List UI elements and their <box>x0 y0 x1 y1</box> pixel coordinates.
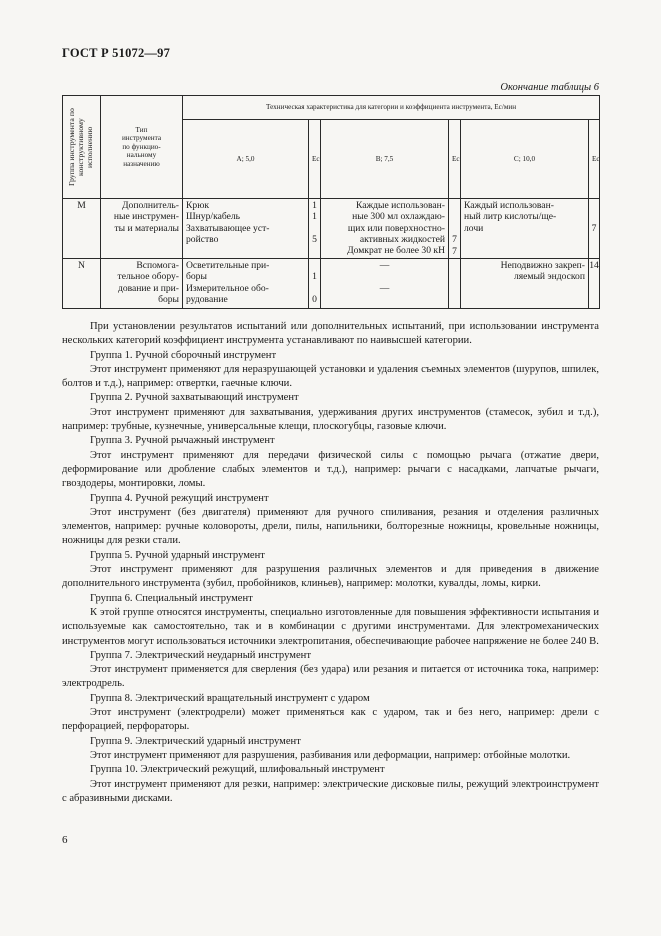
header-tech-characteristic: Техническая характеристика для категории и коэффициента инструмента, Eс/мин <box>183 96 600 120</box>
paragraph: Этот инструмент применяют для неразрушающей установки и удаления съемных элементов (шурупов, шпилек, болтов и т.д.), например: отвертки, гаечные ключи. <box>62 363 599 390</box>
table-row <box>63 259 600 309</box>
group-heading: Группа 5. Ручной ударный инструмент <box>90 549 265 561</box>
cell-b-text: — — <box>321 259 449 309</box>
cell-b-text: Каждые использован- ные 300 мл охлаждаю- щих или поверхностно- активных жидкостей Домкрат не более 30 кН <box>321 199 449 259</box>
paragraph: Этот инструмент применяют для захватывания, удерживания других инструментов (стамесок, зубил и т.д.), например: трубные, кузнечные, универсальные клещи, плоскогубцы, газовые ключи. <box>62 406 599 433</box>
page-number: 6 <box>62 834 68 846</box>
body-text <box>62 320 599 806</box>
cell-b-e <box>449 259 461 309</box>
cell-c-e: 7 <box>589 199 600 259</box>
header-category-a: A; 5,0 <box>183 120 309 199</box>
cell-type: Вспомога- тельное обору- дование и при- боры <box>101 259 183 309</box>
table-row <box>63 199 600 259</box>
paragraph: Этот инструмент (без двигателя) применяют для ручного спиливания, резания и отделения различных элементов, например: ручные коловороты, дрели, пилы, напильники, болторезные ножницы, кровельные ножницы, ножницы для резки стали. <box>62 506 599 547</box>
tool-category-table <box>62 95 600 309</box>
header-e-b: Eс <box>449 120 461 199</box>
document-code: ГОСТ Р 51072—97 <box>62 46 171 60</box>
paragraph: Этот инструмент применяют для разрушения, разбивания или деформации, например: отбойные молотки. <box>90 749 571 761</box>
header-e-a: Eс <box>309 120 321 199</box>
paragraph: При установлении результатов испытаний или дополнительных испытаний, при использовании инструмента нескольких категорий коэффициент инструмента устанавливают по наивысшей категории. <box>62 321 599 347</box>
paragraph: Этот инструмент применяется для сверления (без удара) или резания и питается от источника тока, например: электродрель. <box>62 664 599 690</box>
cell-a-e: 1 0 <box>309 259 321 309</box>
header-category-b: B; 7,5 <box>321 120 449 199</box>
paragraph: К этой группе относятся инструменты, специально изготовленные для повышения эффективности испытания и используемые как самостоятельно, так и в комбинации с другими инструментами. Для электромеханических инструментов могут использоваться источники электропитания, обеспечивающие рабочее напряжение не более 240 В. <box>62 606 599 647</box>
cell-group: N <box>63 259 101 309</box>
group-heading: Группа 4. Ручной режущий инструмент <box>90 492 269 504</box>
header-group-column: Группа инструмента по конструктивному исполнению <box>63 96 101 199</box>
cell-c-text: Каждый использован- ный литр кислоты/ще- лочи <box>461 199 589 259</box>
group-heading: Группа 9. Электрический ударный инструмент <box>90 735 301 747</box>
group-heading: Группа 2. Ручной захватывающий инструмент <box>90 392 299 404</box>
cell-a-e: 1 1 5 <box>309 199 321 259</box>
cell-b-e: 7 7 <box>449 199 461 259</box>
cell-c-e: 14 <box>589 259 600 309</box>
cell-a-text: Крюк Шнур/кабель Захватывающее уст- ройство <box>183 199 309 259</box>
group-heading: Группа 1. Ручной сборочный инструмент <box>90 349 277 361</box>
header-e-c: Eс <box>589 120 600 199</box>
cell-a-text: Осветительные при- боры Измерительное обо- рудование <box>183 259 309 309</box>
paragraph: Этот инструмент применяют для передачи физической силы с помощью рычага (отжатие двери, деформирование или дробление слабых элементов и т.д.), например: рычаги с насадками, лапчатые рычаги, гвоздодеры, монтировки, ломы. <box>62 449 599 490</box>
group-heading: Группа 8. Электрический вращательный инструмент с ударом <box>90 692 370 704</box>
header-type-column: Тип инструмента по функцио- нальному назначению <box>101 96 183 199</box>
group-heading: Группа 10. Электрический режущий, шлифовальный инструмент <box>90 764 385 776</box>
paragraph: Этот инструмент применяют для разрушения различных элементов и для приведения в движение дополнительного инструмента (зубил, пробойников, клиньев), например: молотки, кувалды, ломы, кирки. <box>62 564 599 590</box>
header-category-c: C; 10,0 <box>461 120 589 199</box>
cell-type: Дополнитель- ные инструмен- ты и материалы <box>101 199 183 259</box>
cell-c-text: Неподвижно закреп- ляемый эндоскоп <box>461 259 589 309</box>
table-caption: Окончание таблицы 6 <box>500 82 599 93</box>
paragraph: Этот инструмент (электродрели) может применяться как с ударом, так и без него, например: дрели с перфорацией, перфораторы. <box>62 707 599 733</box>
group-heading: Группа 3. Ручной рычажный инструмент <box>90 435 275 447</box>
group-heading: Группа 6. Специальный инструмент <box>90 592 253 604</box>
paragraph: Этот инструмент применяют для резки, например: электрические дисковые пилы, режущий электроинструмент с абразивными дисками. <box>62 778 599 804</box>
cell-group: M <box>63 199 101 259</box>
group-heading: Группа 7. Электрический неударный инструмент <box>90 649 311 661</box>
